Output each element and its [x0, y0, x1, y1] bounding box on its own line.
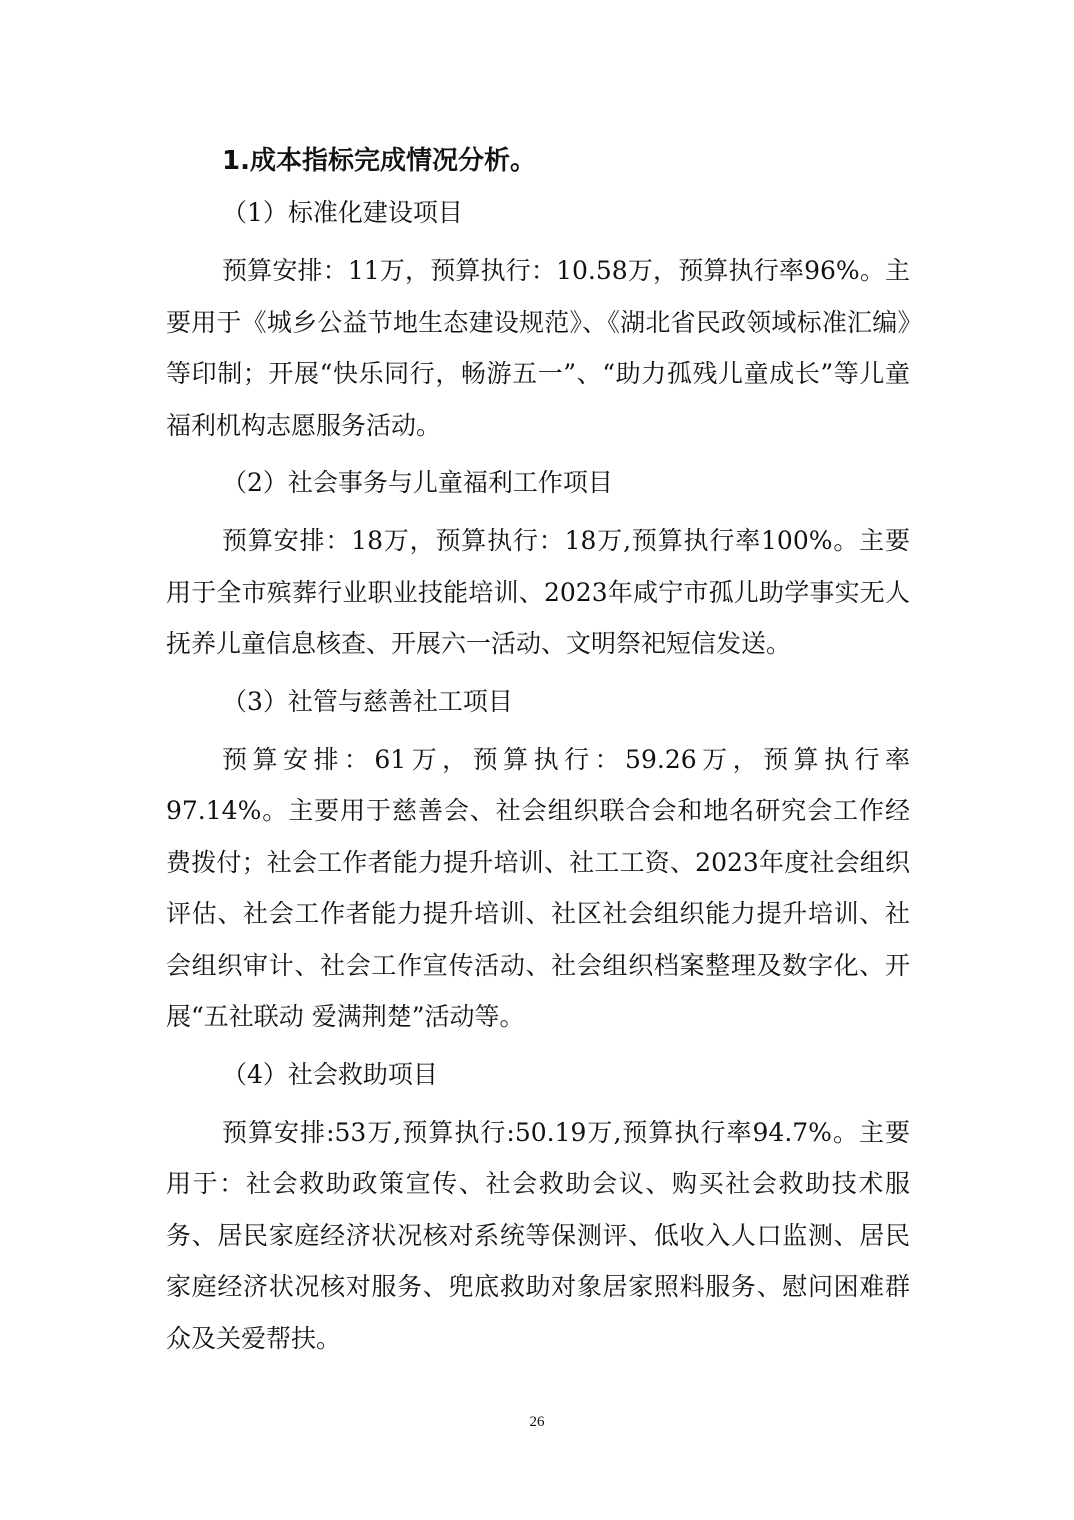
subsection-body-social-affairs: 预算安排：18万，预算执行：18万,预算执行率100%。主要用于全市殡葬行业职业技能培训、2023年咸宁市孤儿助学事实无人抚养儿童信息核查、开展六一活动、文明祭祀短信发送。 — [166, 526, 910, 658]
section-heading: 1.成本指标完成情况分析。 — [222, 146, 536, 176]
document-body — [166, 141, 910, 1364]
subsection-body-charity-social-work: 预算安排：61万，预算执行：59.26万，预算执行率97.14%。主要用于慈善会、社会组织联合会和地名研究会工作经费拨付；社会工作者能力提升培训、社工工资、2023年度社会组织评估、社会工作者能力提升培训、社区社会组织能力提升培训、社会组织审计、社会工作宣传活动、社会组织档案整理及数字化、开展“五社联动 爱满荆楚”活动等。 — [166, 744, 910, 1031]
subsection-title-charity-social-work: （3）社管与慈善社工项目 — [222, 686, 513, 716]
subsection-body-standardization: 预算安排：11万，预算执行：10.58万，预算执行率96%。主要用于《城乡公益节地生态建设规范》、《湖北省民政领域标准汇编》等印制；开展“快乐同行，畅游五一”、“助力孤残儿童成长”等儿童福利机构志愿服务活动。 — [166, 256, 910, 440]
subsection-title-social-assistance: （4）社会救助项目 — [222, 1059, 438, 1089]
subsection-body-social-assistance: 预算安排:53万,预算执行:50.19万,预算执行率94.7%。主要用于：社会救助政策宣传、社会救助会议、购买社会救助技术服务、居民家庭经济状况核对系统等保测评、低收入人口监测、居民家庭经济状况核对服务、兜底救助对象居家照料服务、慰问困难群众及关爱帮扶。 — [166, 1117, 910, 1353]
subsection-title-social-affairs: （2）社会事务与儿童福利工作项目 — [222, 468, 613, 497]
subsection-title-standardization: （1）标准化建设项目 — [222, 198, 463, 227]
page-number: 26 — [529, 1414, 545, 1430]
